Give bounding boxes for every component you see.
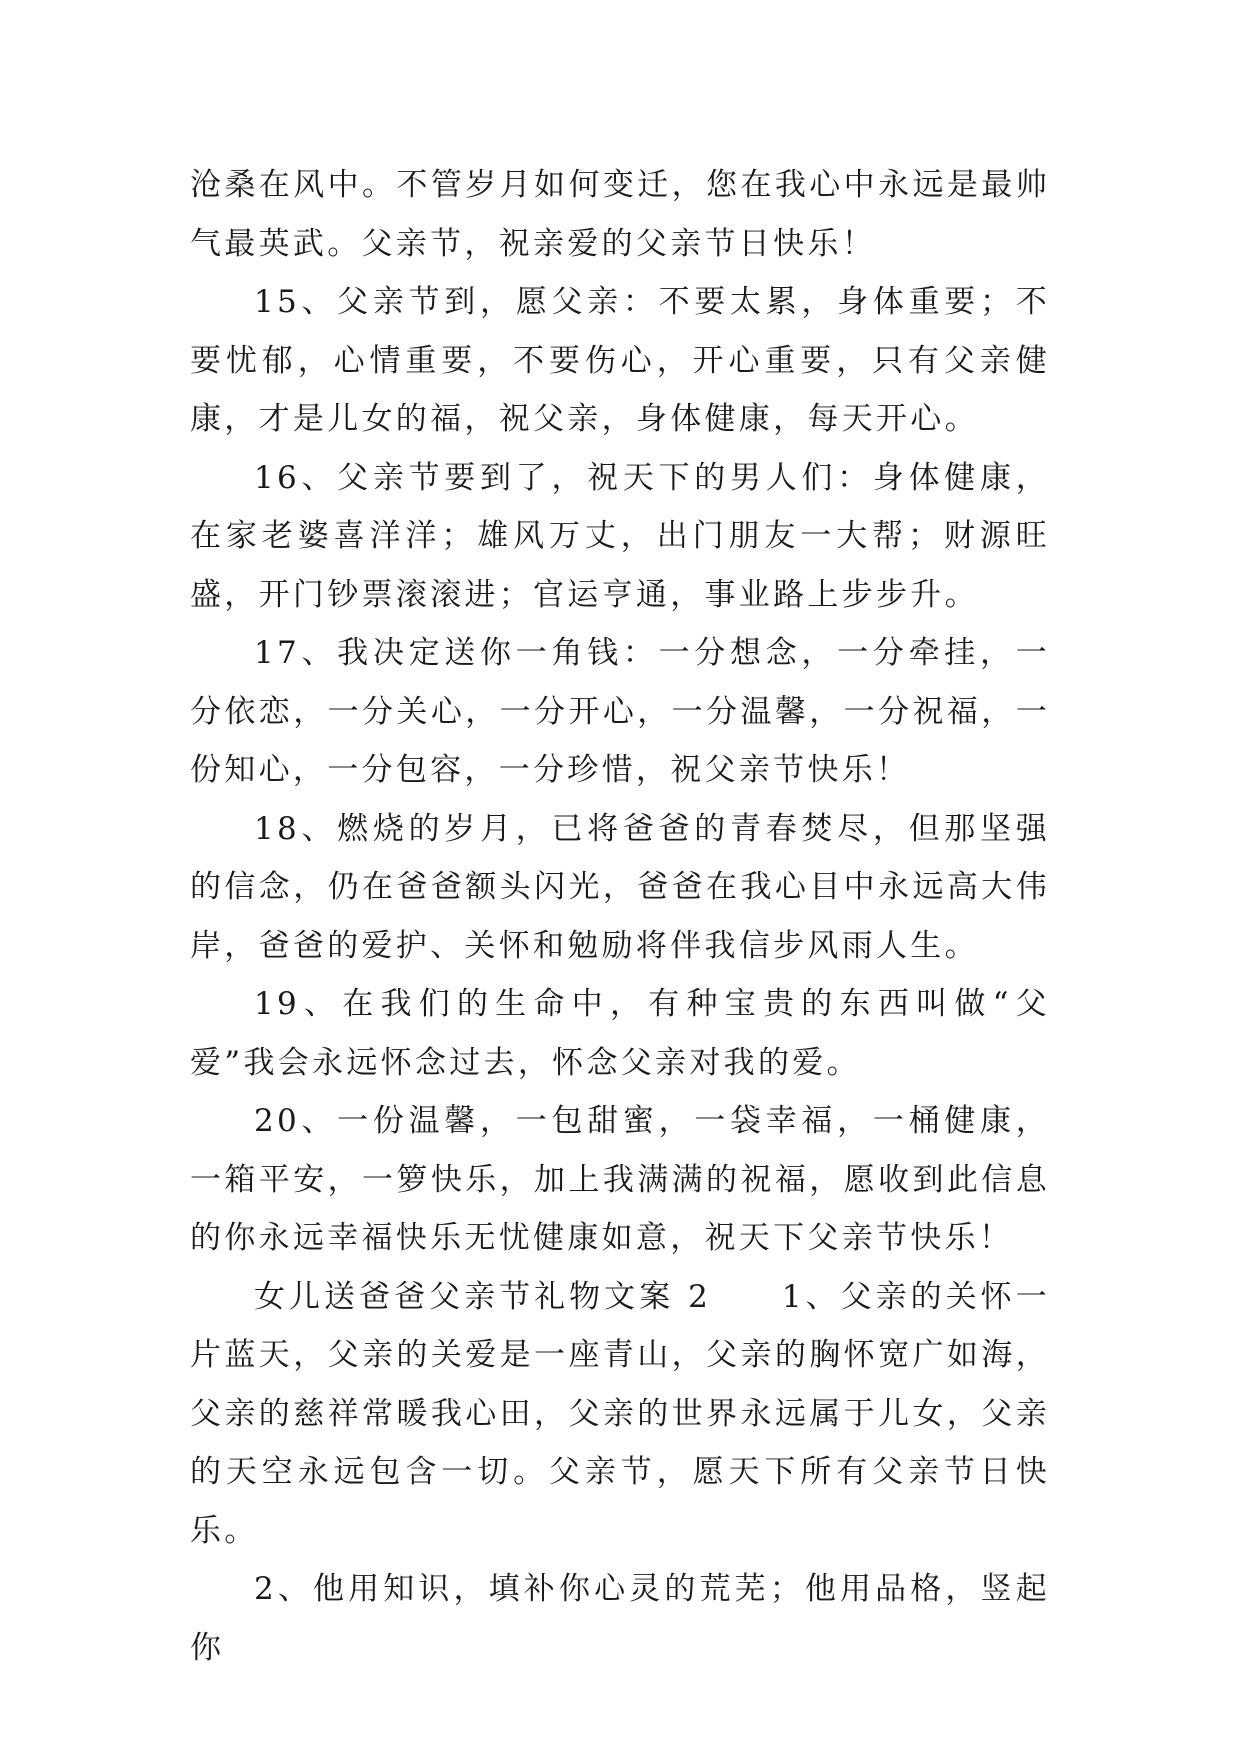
paragraph-20: 20、一份温馨，一包甜蜜，一袋幸福，一桶健康，一箱平安，一箩快乐，加上我满满的祝福，愿收到此信息的你永远幸福快乐无忧健康如意，祝天下父亲节快乐！ — [190, 1103, 1050, 1256]
document-page — [190, 156, 1050, 1677]
section-2-paragraph-1: 女儿送爸爸父亲节礼物文案 2 1、父亲的关怀一片蓝天，父亲的关爱是一座青山，父亲的胸怀宽广如海，父亲的慈祥常暖我心田，父亲的世界永远属于儿女，父亲的天空永远包含一切。父亲节，愿天下所有父亲节日快乐。 — [190, 1278, 1050, 1549]
paragraph-18: 18、燃烧的岁月，已将爸爸的青春焚尽，但那坚强的信念，仍在爸爸额头闪光，爸爸在我心目中永远高大伟岸，爸爸的爱护、关怀和勉励将伴我信步风雨人生。 — [190, 810, 1050, 964]
paragraph-1: 沧桑在风中。不管岁月如何变迁，您在我心中永远是最帅气最英武。父亲节，祝亲爱的父亲节日快乐！ — [190, 167, 1050, 262]
section-2-paragraph-2: 2、他用知识，填补你心灵的荒芜；他用品格，竖起你 — [190, 1571, 1050, 1666]
paragraph-19: 19、在我们的生命中，有种宝贵的东西叫做“父爱”我会永远怀念过去，怀念父亲对我的爱。 — [190, 986, 1050, 1081]
paragraph-15: 15、父亲节到，愿父亲：不要太累，身体重要；不要忧郁，心情重要，不要伤心，开心重要，只有父亲健康，才是儿女的福，祝父亲，身体健康，每天开心。 — [190, 284, 1050, 437]
paragraph-16: 16、父亲节要到了，祝天下的男人们：身体健康，在家老婆喜洋洋；雄风万丈，出门朋友一大帮；财源旺盛，开门钞票滚滚进；官运亨通，事业路上步步升。 — [190, 459, 1050, 613]
paragraph-17: 17、我决定送你一角钱：一分想念，一分牵挂，一分依恋，一分关心，一分开心，一分温馨，一分祝福，一份知心，一分包容，一分珍惜，祝父亲节快乐！ — [190, 635, 1050, 788]
